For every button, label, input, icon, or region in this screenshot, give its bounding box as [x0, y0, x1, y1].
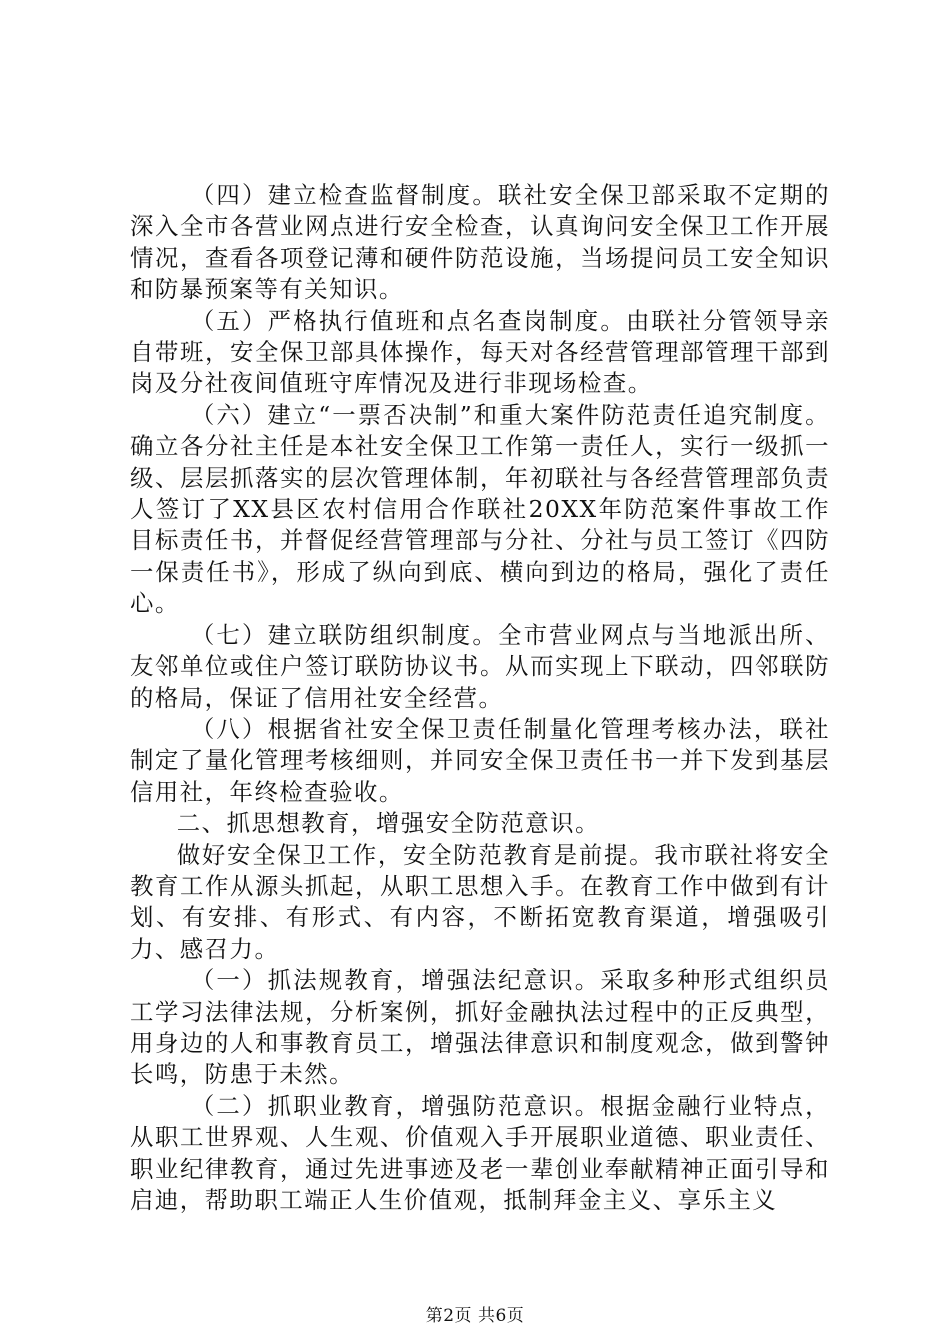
paragraph-safety-education-intro: 做好安全保卫工作，安全防范教育是前提。我市联社将安全教育工作从源头抓起，从职工思想入手。在教育工作中做到有计划、有安排、有形式、有内容，不断拓宽教育渠道，增强吸引力、感召力。: [130, 840, 830, 963]
paragraph-inspection-system: （四）建立检查监督制度。联社安全保卫部采取不定期的深入全市各营业网点进行安全检查，认真询问安全保卫工作开展情况，查看各项登记薄和硬件防范设施，当场提问员工安全知识和防暴预案等有关知识。: [130, 181, 830, 304]
paragraph-duty-roll-call-system: （五）严格执行值班和点名查岗制度。由联社分管领导亲自带班，安全保卫部具体操作，每天对各经营管理部管理干部到岗及分社夜间值班守库情况及进行非现场检查。: [130, 306, 830, 398]
paragraph-vocational-education: （二）抓职业教育，增强防范意识。根据金融行业特点，从职工世界观、人生观、价值观入手开展职业道德、职业责任、职业纪律教育，通过先进事迹及老一辈创业奉献精神正面引导和启迪，帮助职工端正人生价值观，抵制拜金主义、享乐主义: [130, 1091, 830, 1214]
section-heading-ideological-education: 二、抓思想教育，增强安全防范意识。: [176, 809, 600, 838]
paragraph-legal-education: （一）抓法规教育，增强法纪意识。采取多种形式组织员工学习法律法规，分析案例，抓好金融执法过程中的正反典型，用身边的人和事教育员工，增强法律意识和制度观念，做到警钟长鸣，防患于未然。: [130, 966, 830, 1089]
document-body: [130, 180, 830, 1216]
page-number-footer: 第2页 共6页: [425, 1306, 525, 1326]
paragraph-joint-defense-system: （七）建立联防组织制度。全市营业网点与当地派出所、友邻单位或住户签订联防协议书。从而实现上下联动，四邻联防的格局，保证了信用社安全经营。: [130, 620, 830, 712]
paragraph-one-vote-veto-system: （六）建立“一票否决制”和重大案件防范责任追究制度。确立各分社主任是本社安全保卫工作第一责任人，实行一级抓一级、层层抓落实的层次管理体制，年初联社与各经营管理部负责人签订了XX县区农村信用合作联社20XX年防范案件事故工作目标责任书，并督促经营管理部与分社、分社与员工签订《四防一保责任书》，形成了纵向到底、横向到边的格局，强化了责任心。: [130, 400, 830, 618]
paragraph-quantified-assessment: （八）根据省社安全保卫责任制量化管理考核办法，联社制定了量化管理考核细则，并同安全保卫责任书一并下发到基层信用社，年终检查验收。: [130, 714, 830, 806]
